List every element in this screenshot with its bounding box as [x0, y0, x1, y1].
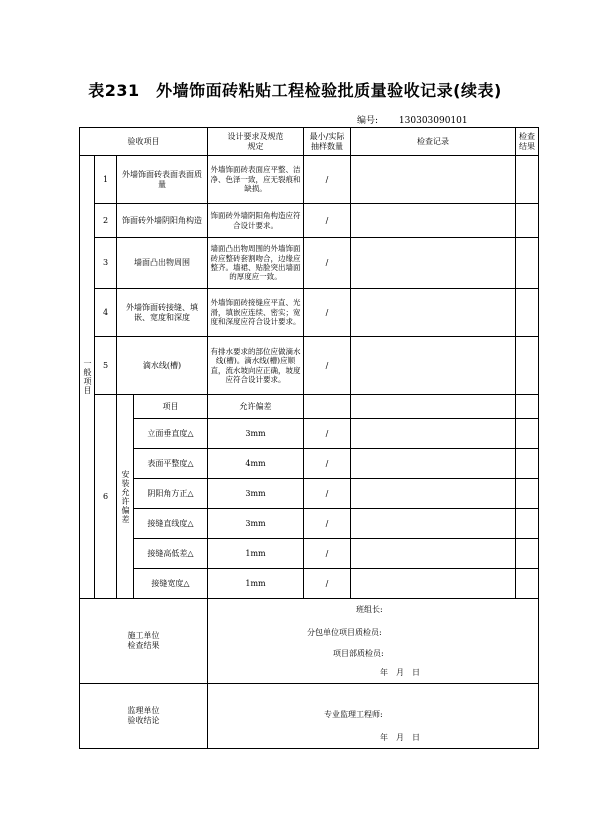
dev-item-name: 接缝直线度△	[134, 509, 208, 539]
supervision-label-line1: 监理单位	[127, 706, 160, 715]
row-result[interactable]	[516, 289, 539, 337]
row-result[interactable]	[516, 156, 539, 204]
dev-item-name: 接缝宽度△	[134, 569, 208, 599]
header-requirement	[208, 128, 304, 156]
row-no: 1	[95, 156, 117, 204]
row-result[interactable]	[516, 238, 539, 289]
header-result	[516, 128, 539, 156]
row-record[interactable]	[351, 156, 516, 204]
header-sample	[304, 128, 351, 156]
row-name: 饰面砖外墙阴阳角构造	[117, 204, 208, 238]
general-label-cell	[80, 156, 95, 599]
dev-head-value: 允许偏差	[208, 395, 304, 419]
team-leader-label: 班组长:	[356, 605, 383, 614]
table-row	[80, 337, 539, 395]
row-requirement: 外墙饰面砖表面应平整、洁净、色泽一致，应无裂痕和缺损。	[208, 156, 304, 204]
table-row	[80, 509, 539, 539]
dev-group-cell	[117, 395, 134, 599]
project-inspector-label: 项目部质检员:	[333, 649, 384, 658]
table-row	[80, 449, 539, 479]
table-row	[80, 569, 539, 599]
row-name-text: 外墙饰面砖表面表面质量	[122, 169, 202, 189]
row-record[interactable]	[351, 337, 516, 395]
row-sample: /	[304, 337, 351, 395]
dev-head-record	[351, 395, 516, 419]
table-row	[80, 539, 539, 569]
row-sample: /	[304, 289, 351, 337]
dev-item-name: 接缝高低差△	[134, 539, 208, 569]
row-no: 5	[95, 337, 117, 395]
table-row	[80, 238, 539, 289]
supervision-label-line2: 验收结论	[127, 716, 160, 725]
row-name: 滴水线(槽)	[117, 337, 208, 395]
construction-label	[80, 599, 208, 684]
dev-item-record[interactable]	[351, 539, 516, 569]
table-row	[80, 289, 539, 337]
construction-label-line2: 检查结果	[127, 641, 160, 650]
dev-item-name: 立面垂直度△	[134, 419, 208, 449]
dev-item-value: 3mm	[208, 479, 304, 509]
row-record[interactable]	[351, 289, 516, 337]
construction-row	[80, 599, 539, 684]
dev-item-sample: /	[304, 419, 351, 449]
construction-sign-cell[interactable]	[208, 599, 539, 684]
row-no: 4	[95, 289, 117, 337]
inspection-table	[79, 127, 539, 749]
header-row	[80, 128, 539, 156]
row-record[interactable]	[351, 238, 516, 289]
dev-item-value: 3mm	[208, 419, 304, 449]
dev-item-record[interactable]	[351, 509, 516, 539]
dev-item-sample: /	[304, 569, 351, 599]
dev-item-value: 4mm	[208, 449, 304, 479]
dev-item-sample: /	[304, 509, 351, 539]
dev-item-value: 3mm	[208, 509, 304, 539]
row-no: 3	[95, 238, 117, 289]
dev-item-value: 1mm	[208, 539, 304, 569]
dev-head-item: 项目	[134, 395, 208, 419]
dev-item-name: 表面平整度△	[134, 449, 208, 479]
dev-item-result[interactable]	[516, 569, 539, 599]
row-requirement: 外墙饰面砖接缝应平直、光滑，填嵌应连续、密实；宽度和深度应符合设计要求。	[208, 289, 304, 337]
deviation-header-row	[80, 395, 539, 419]
row-sample: /	[304, 156, 351, 204]
dev-item-sample: /	[304, 479, 351, 509]
row-requirement: 饰面砖外墙阴阳角构造应符合设计要求。	[208, 204, 304, 238]
dev-group-label: 安装允许偏差	[121, 469, 130, 524]
row-name	[117, 289, 208, 337]
row-result[interactable]	[516, 337, 539, 395]
row-no: 2	[95, 204, 117, 238]
dev-item-name: 阴阳角方正△	[134, 479, 208, 509]
table-row	[80, 156, 539, 204]
header-record: 检查记录	[351, 128, 516, 156]
dev-item-result[interactable]	[516, 419, 539, 449]
dev-item-result[interactable]	[516, 539, 539, 569]
table-row	[80, 419, 539, 449]
dev-head-result	[516, 395, 539, 419]
sub-inspector-label: 分包单位项目质检员:	[307, 628, 382, 637]
code-value: 130303090101	[398, 116, 468, 126]
row-requirement: 有排水要求的部位应做滴水线(槽)。滴水线(槽)应顺直，流水坡向应正确，坡度应符合设计要求。	[208, 337, 304, 395]
dev-item-value: 1mm	[208, 569, 304, 599]
row-sample: /	[304, 204, 351, 238]
code-row	[357, 113, 486, 126]
dev-item-result[interactable]	[516, 449, 539, 479]
supervision-date: 年 月 日	[380, 733, 420, 742]
construction-date: 年 月 日	[380, 668, 420, 677]
dev-item-record[interactable]	[351, 449, 516, 479]
header-requirement-text: 设计要求及规范规定	[227, 131, 284, 151]
dev-head-sample	[304, 395, 351, 419]
supervision-sign-cell[interactable]	[208, 684, 539, 749]
row-requirement: 墙面凸出物周围的外墙饰面砖应整砖套割吻合，边缘应整齐。墙裙、贴脸突出墙面的厚度应一致。	[208, 238, 304, 289]
code-label: 编号:	[357, 116, 379, 126]
row-name	[117, 156, 208, 204]
table-row	[80, 479, 539, 509]
dev-item-sample: /	[304, 539, 351, 569]
header-result-text: 检查结果	[519, 131, 535, 151]
dev-item-result[interactable]	[516, 479, 539, 509]
row-name: 墙面凸出物周围	[117, 238, 208, 289]
row-sample: /	[304, 238, 351, 289]
general-label: 一般项目	[83, 359, 92, 395]
header-item: 验收项目	[80, 128, 208, 156]
dev-item-record[interactable]	[351, 419, 516, 449]
dev-item-sample: /	[304, 449, 351, 479]
row-name-text: 外墙饰面砖接缝、填嵌、宽度和深度	[126, 302, 198, 322]
dev-no: 6	[95, 395, 117, 599]
supervision-label	[80, 684, 208, 749]
supervision-engineer-label: 专业监理工程师:	[324, 710, 383, 719]
dev-item-record[interactable]	[351, 569, 516, 599]
dev-item-result[interactable]	[516, 509, 539, 539]
row-record[interactable]	[351, 204, 516, 238]
header-sample-text: 最小/实际抽样数量	[309, 131, 345, 151]
construction-label-line1: 施工单位	[127, 631, 160, 640]
page-title: 表231 外墙饰面砖粘贴工程检验批质量验收记录(续表)	[88, 81, 502, 100]
dev-item-record[interactable]	[351, 479, 516, 509]
row-result[interactable]	[516, 204, 539, 238]
supervision-row	[80, 684, 539, 749]
table-row	[80, 204, 539, 238]
